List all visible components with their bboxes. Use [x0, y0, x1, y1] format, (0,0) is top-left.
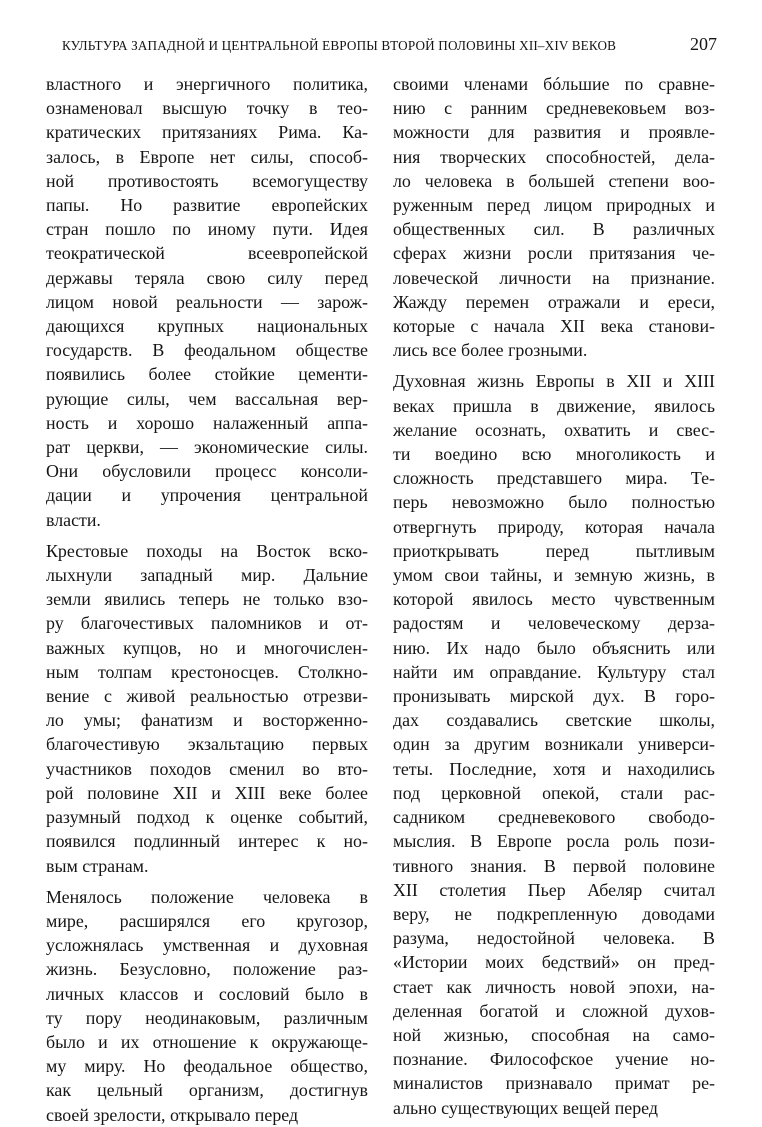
text-line: важных купцов, но и многочислен- — [46, 637, 368, 658]
text-line: умом свои тайны, и земную жизнь, в — [393, 565, 715, 586]
text-line: отвергнуть природу, которая начала — [393, 516, 715, 537]
text-line: тивного знания. В первой половине — [393, 855, 715, 876]
text-line: Крестовые походы на Восток вско- — [46, 540, 368, 561]
text-line: под церковной опекой, стали рас- — [393, 782, 715, 803]
text-line: как цельный организм, достигнув — [46, 1080, 368, 1101]
text-line: познание. Философское учение но- — [393, 1049, 715, 1070]
page-number: 207 — [690, 34, 717, 54]
text-line: «Истории моих бедствий» он пред- — [393, 952, 715, 973]
text-line: залось, в Европе нет силы, способ- — [46, 146, 368, 167]
text-line: ной жизнью, способная на само- — [393, 1024, 715, 1045]
text-line: разума, недостойной человека. В — [393, 928, 715, 949]
text-line: державы теряла свою силу перед — [46, 267, 368, 288]
text-line: земли явились теперь не только взо- — [46, 589, 368, 610]
text-line: ти воедино всю многоликость и — [393, 444, 715, 465]
text-line: разумный подход к оценке событий, — [46, 807, 368, 828]
text-line: которой явилось место чувственным — [393, 589, 715, 610]
left-text-column — [46, 72, 368, 1127]
text-line: найти им оправдание. Культуру стал — [393, 661, 715, 682]
text-line: Жажду перемен отражали и ереси, — [393, 291, 715, 312]
text-line: дающихся крупных национальных — [46, 316, 368, 337]
text-line: миналистов признавало примат ре- — [393, 1073, 715, 1094]
text-line: пронизывать мирской дух. В горо- — [393, 686, 715, 707]
text-line: садником средневекового свободо- — [393, 807, 715, 828]
paragraph — [393, 369, 715, 1119]
text-line: Духовная жизнь Европы в XII и XIII — [393, 371, 715, 392]
text-line: лыхнули западный мир. Дальние — [46, 565, 368, 586]
text-line: власти. — [46, 509, 101, 530]
text-line: общественных сил. В различных — [393, 219, 715, 240]
text-line: лись все более грозными. — [393, 340, 588, 361]
text-line: желание осознать, охватить и свес- — [393, 419, 715, 440]
text-line: кратических притязаниях Рима. Ка- — [46, 122, 368, 143]
text-line: нию. Их надо было объяснить или — [393, 637, 715, 658]
text-line: сферах жизни росли притязания че- — [393, 243, 715, 264]
text-line: ту пору неодинаковым, различным — [46, 1007, 368, 1028]
text-line: жизнь. Безусловно, положение раз- — [46, 959, 368, 980]
text-line: ально существующих вещей перед — [393, 1097, 658, 1118]
text-line: ознаменовал высшую точку в тео- — [46, 98, 368, 119]
paragraph — [46, 72, 368, 532]
text-line: сложность представшего мира. Те- — [393, 468, 715, 489]
text-line: властного и энергичного политика, — [46, 74, 368, 94]
page-header — [62, 34, 717, 60]
text-line: появился подлинный интерес к но- — [46, 831, 368, 852]
text-line: приоткрывать перед пытливым — [393, 540, 715, 561]
text-line: своей зрелости, открывало перед — [46, 1104, 299, 1125]
text-line: Менялось положение человека в — [46, 886, 368, 907]
text-line: рат церкви, — экономические силы. — [46, 437, 368, 458]
text-line: вение с живой реальностью отрезви- — [46, 686, 368, 707]
text-line: можности для развития и проявле- — [393, 122, 715, 143]
text-line: Они обусловили процесс консоли- — [46, 461, 368, 482]
text-line: веках пришла в движение, явилось — [393, 395, 715, 416]
text-line: XII столетия Пьер Абеляр считал — [393, 879, 715, 900]
text-line: усложнялась умственная и духовная — [46, 935, 368, 956]
text-line: теты. Последние, хотя и находились — [393, 758, 715, 779]
text-line: участников походов сменил во вто- — [46, 758, 368, 779]
right-text-column — [393, 72, 715, 1120]
text-line: ным толпам крестоносцев. Столкно- — [46, 661, 368, 682]
text-line: своими членами бóльшие по сравне- — [393, 74, 715, 94]
paragraph — [46, 539, 368, 878]
text-line: ло умы; фанатизм и восторженно- — [46, 710, 368, 731]
paragraph — [46, 885, 368, 1127]
text-line: дации и упрочения центральной — [46, 485, 368, 506]
text-line: появились более стойкие цементи- — [46, 364, 368, 385]
text-line: ной противостоять всемогуществу — [46, 170, 368, 191]
text-line: один за другим возникали универси- — [393, 734, 715, 755]
text-line: рой половине XII и XIII веке более — [46, 782, 368, 803]
text-line: папы. Но развитие европейских — [46, 195, 368, 216]
text-line: веру, не подкрепленную доводами — [393, 903, 715, 924]
text-line: ния творческих способностей, дела- — [393, 146, 715, 167]
text-line: ру благочестивых паломников и от- — [46, 613, 368, 634]
text-line: ло человека в большей степени воо- — [393, 170, 715, 191]
text-line: перь невозможно было полностью — [393, 492, 715, 513]
text-line: руженным перед лицом природных и — [393, 195, 715, 216]
paragraph — [393, 72, 715, 362]
text-line: теократической всеевропейской — [46, 243, 368, 264]
text-line: дах создавались светские школы, — [393, 710, 715, 731]
text-line: стран пошло по иному пути. Идея — [46, 219, 368, 240]
text-line: личных классов и сословий было в — [46, 983, 368, 1004]
text-line: вым странам. — [46, 855, 149, 876]
text-line: нию с ранним средневековьем воз- — [393, 98, 715, 119]
text-line: государств. В феодальном обществе — [46, 340, 368, 361]
text-line: деленная богатой и сложной духов- — [393, 1000, 715, 1021]
running-title: КУЛЬТУРА ЗАПАДНОЙ И ЦЕНТРАЛЬНОЙ ЕВРОПЫ ВТОРОЙ ПОЛОВИНЫ XII–XIV ВЕКОВ — [62, 38, 617, 53]
text-line: стает как личность новой эпохи, на- — [393, 976, 715, 997]
text-line: ловеческой личности на признание. — [393, 267, 715, 288]
text-line: благочестивую экзальтацию первых — [46, 734, 368, 755]
text-line: было и их отношение к окружающе- — [46, 1031, 368, 1052]
text-line: которые с начала XII века станови- — [393, 316, 715, 337]
text-line: рующие силы, чем вассальная вер- — [46, 388, 368, 409]
text-line: му миру. Но феодальное общество, — [46, 1056, 368, 1077]
text-line: мыслия. В Европе росла роль пози- — [393, 831, 715, 852]
text-line: ность и хорошо налаженный аппа- — [46, 412, 368, 433]
text-line: мире, расширялся его кругозор, — [46, 910, 368, 931]
text-line: лицом новой реальности — зарож- — [46, 291, 368, 312]
text-line: радостям и человеческому дерза- — [393, 613, 715, 634]
